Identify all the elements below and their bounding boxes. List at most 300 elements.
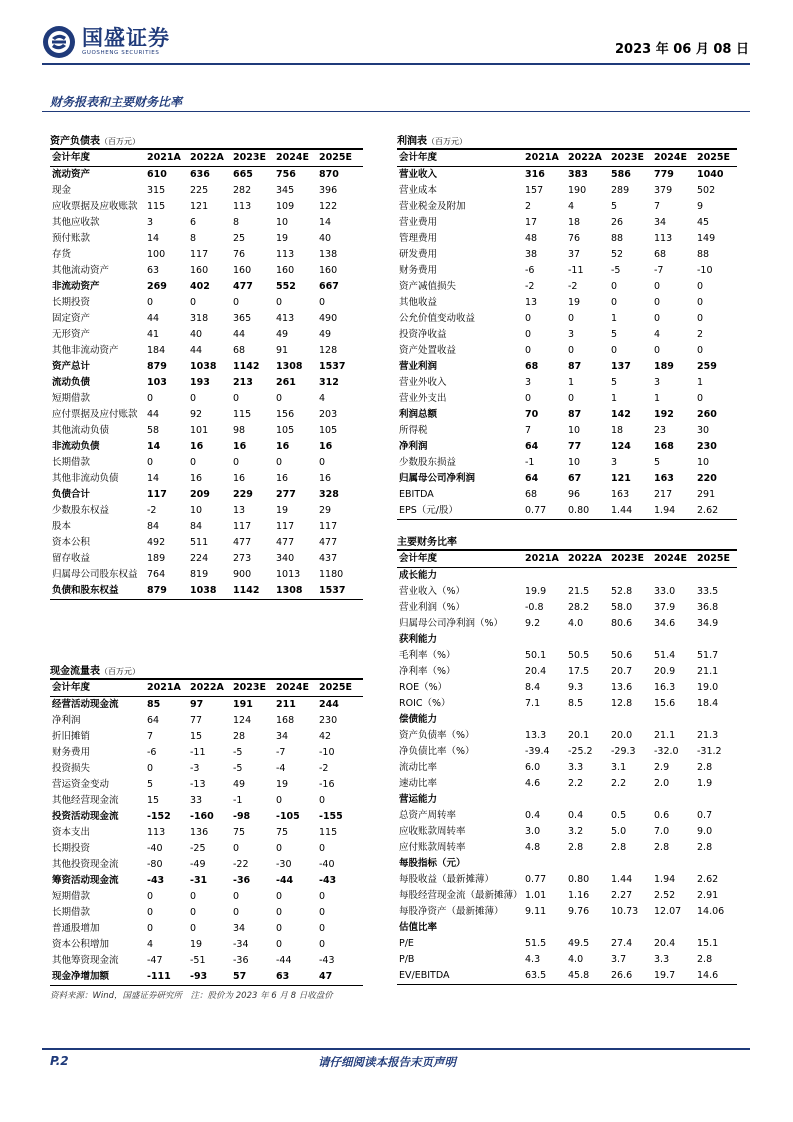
cell-value: 21.3 [697, 730, 719, 741]
cell-value: -49 [190, 859, 206, 870]
table-row [50, 215, 363, 231]
table-row [50, 567, 363, 583]
cell-value: 756 [276, 169, 296, 180]
cell-value: 16.3 [654, 682, 676, 693]
cell-value: 2.91 [697, 890, 719, 901]
row-label: 净利润 [399, 441, 428, 452]
cell-value: 117 [147, 489, 167, 500]
cell-value: 224 [190, 553, 209, 564]
cell-value: 345 [276, 185, 295, 196]
table-header-row [50, 149, 363, 167]
cell-value: 109 [276, 201, 295, 212]
table-row [397, 648, 737, 664]
column-header-year: 2024E [276, 149, 319, 167]
cell-value: 0 [697, 313, 704, 324]
cell-value: 2 [525, 201, 532, 212]
cell-value: 1537 [319, 361, 346, 372]
cell-value: -40 [319, 859, 335, 870]
cell-value: 269 [147, 281, 167, 292]
row-label: P/E [399, 938, 414, 949]
cell-value: 16 [233, 473, 246, 484]
cell-value: 87 [568, 361, 582, 372]
cell-value: 312 [319, 377, 339, 388]
cell-value [525, 792, 568, 808]
row-label: 资产减值损失 [399, 281, 457, 292]
cell-value: 28 [233, 731, 246, 742]
table-row [397, 840, 737, 856]
cell-value: 0 [525, 313, 532, 324]
income-statement-unit: （百万元） [427, 137, 467, 146]
cell-value: 379 [654, 185, 673, 196]
cell-value [697, 920, 737, 936]
row-label: 筹资活动现金流 [52, 875, 119, 886]
cell-value: -93 [190, 969, 233, 986]
table-row [50, 439, 363, 455]
cell-value: 184 [147, 345, 166, 356]
cell-value: 4.0 [568, 954, 584, 965]
cell-value: 4.0 [568, 618, 584, 629]
row-label: 偿债能力 [399, 714, 438, 725]
row-label: 资本公积增加 [52, 939, 110, 950]
cell-value: 2.62 [697, 874, 719, 885]
cell-value: 12.8 [611, 698, 633, 709]
cell-value [654, 920, 697, 936]
row-label: 流动负债 [52, 377, 91, 388]
cell-value: 9.0 [697, 826, 713, 837]
row-label: 获利能力 [399, 634, 438, 645]
row-label: 流动资产 [52, 169, 91, 180]
cell-value: 38 [525, 249, 538, 260]
cell-value: 0 [568, 345, 575, 356]
row-label: 其他流动负债 [52, 425, 110, 436]
cell-value: 124 [233, 715, 252, 726]
row-label: 固定资产 [52, 313, 91, 324]
cell-value: 70 [525, 409, 539, 420]
balance-sheet-title-text: 资产负债表 [50, 136, 100, 147]
cell-value: 137 [611, 361, 631, 372]
cell-value: -105 [276, 811, 300, 822]
row-label: 流动比率 [399, 762, 438, 773]
cell-value: -160 [190, 811, 214, 822]
cell-value: 15.6 [654, 698, 676, 709]
cell-value: 113 [276, 249, 295, 260]
cell-value: -44 [276, 955, 292, 966]
cell-value: 0 [525, 345, 532, 356]
cell-value: 63.5 [525, 968, 568, 985]
table-row [397, 824, 737, 840]
cell-value [611, 920, 654, 936]
cell-value: 0 [697, 393, 704, 404]
row-label: P/B [399, 954, 415, 965]
cell-value: 15 [190, 731, 203, 742]
cell-value: 225 [190, 185, 209, 196]
table-row [50, 167, 363, 184]
cell-value: 282 [233, 185, 252, 196]
cell-value: 289 [611, 185, 630, 196]
cell-value: 2.62 [697, 503, 737, 520]
row-label: EPS（元/股） [397, 503, 525, 520]
row-label: 营业收入（%） [399, 586, 466, 597]
table-row [397, 359, 737, 375]
cell-value: 64 [147, 715, 160, 726]
cell-value: 15 [147, 795, 160, 806]
cell-value: 84 [147, 521, 160, 532]
cell-value: 7 [525, 425, 532, 436]
cell-value: 0 [276, 393, 283, 404]
cell-value: 636 [190, 169, 210, 180]
cell-value: -22 [233, 859, 249, 870]
cell-value: 4.6 [525, 778, 541, 789]
cell-value: -2 [525, 281, 535, 292]
row-label: 净负债比率（%） [399, 746, 475, 757]
row-label: 少数股东损益 [399, 457, 457, 468]
cell-value: 0 [611, 297, 618, 308]
cell-value [697, 568, 737, 585]
cell-value: -6 [147, 747, 157, 758]
cell-value: 0 [276, 891, 283, 902]
cell-value: 33 [190, 795, 203, 806]
cell-value: 316 [525, 169, 545, 180]
cell-value: 10 [190, 505, 203, 516]
cell-value: 20.0 [611, 730, 633, 741]
cell-value: -0.8 [525, 602, 544, 613]
row-label: 估值比率 [399, 922, 438, 933]
row-label: 其他流动资产 [52, 265, 110, 276]
cell-value: 113 [147, 827, 166, 838]
cell-value: 45 [697, 217, 710, 228]
cell-value: 19.0 [697, 682, 719, 693]
cell-value [525, 856, 568, 872]
cell-value: 5 [654, 457, 661, 468]
row-label: 负债和股东权益 [50, 583, 147, 600]
cell-value: 20.4 [654, 938, 676, 949]
cell-value: -10 [319, 747, 335, 758]
cell-value: 41 [147, 329, 160, 340]
cell-value: 75 [276, 827, 289, 838]
column-header-year: 2022A [568, 149, 611, 167]
column-header-year: 2022A [190, 149, 233, 167]
cell-value: 291 [697, 489, 716, 500]
income-statement-title-text: 利润表 [397, 136, 427, 147]
table-row [50, 825, 363, 841]
column-header-label: 会计年度 [397, 550, 525, 568]
cell-value [611, 712, 654, 728]
cell-value: 0 [147, 457, 154, 468]
cell-value: 0 [319, 891, 326, 902]
table-row [397, 712, 737, 728]
table-row [50, 873, 363, 889]
row-label: 利润总额 [399, 409, 438, 420]
cell-value: 0 [233, 297, 240, 308]
cell-value: 19 [190, 939, 203, 950]
row-label: 毛利率（%） [399, 650, 456, 661]
cell-value: 190 [568, 185, 587, 196]
cell-value: -5 [611, 265, 621, 276]
cell-value: 2.0 [654, 778, 670, 789]
cell-value: 168 [276, 715, 295, 726]
cell-value: 220 [697, 473, 717, 484]
cell-value: 189 [147, 553, 166, 564]
cell-value: 75 [233, 827, 246, 838]
guosheng-logo-icon [42, 25, 76, 59]
cell-value: 138 [319, 249, 338, 260]
cell-value: 0 [147, 763, 154, 774]
cell-value: 0 [233, 393, 240, 404]
table-row [50, 343, 363, 359]
cell-value: 96 [568, 489, 581, 500]
cell-value: 6 [190, 217, 197, 228]
cell-value: 100 [147, 249, 166, 260]
table-row [50, 809, 363, 825]
cell-value: 80.6 [611, 618, 633, 629]
cell-value: 0 [147, 891, 154, 902]
cell-value: 49 [233, 779, 246, 790]
row-label: 其他非流动资产 [52, 345, 119, 356]
cell-value: 511 [190, 537, 209, 548]
table-row [50, 407, 363, 423]
cell-value: 189 [654, 361, 674, 372]
cell-value: 10.73 [611, 906, 639, 917]
cell-value [654, 568, 697, 585]
row-label: 应付账款周转率 [399, 842, 466, 853]
cell-value: 490 [319, 313, 338, 324]
cell-value: 0 [190, 907, 197, 918]
row-label: 无形资产 [52, 329, 91, 340]
cell-value: 779 [654, 169, 674, 180]
cell-value: 50.6 [611, 650, 633, 661]
cell-value: 12.07 [654, 906, 682, 917]
table-row [397, 872, 737, 888]
cell-value: -2 [147, 505, 157, 516]
table-row [50, 745, 363, 761]
table-row [397, 616, 737, 632]
table-row [397, 888, 737, 904]
cell-value: 1.01 [525, 890, 547, 901]
cell-value: 49.5 [568, 938, 590, 949]
row-label: 每股净资产（最新摊薄） [399, 906, 504, 917]
cell-value: 19.7 [654, 968, 697, 985]
column-header-year: 2021A [525, 149, 568, 167]
cell-value: 2.2 [568, 778, 584, 789]
row-label: ROIC（%） [399, 698, 451, 709]
cell-value: 1038 [190, 361, 217, 372]
cell-value: 40 [190, 329, 203, 340]
cell-value: 9.76 [568, 906, 590, 917]
row-label: 长期投资 [52, 843, 91, 854]
cell-value: 9.11 [525, 906, 547, 917]
cell-value: -13 [190, 779, 206, 790]
cell-value: 52 [611, 249, 624, 260]
table-row [50, 761, 363, 777]
cell-value: -155 [319, 811, 343, 822]
table-row [50, 231, 363, 247]
table-row [397, 327, 737, 343]
cell-value: 477 [276, 537, 295, 548]
table-row [50, 311, 363, 327]
cell-value: 2 [697, 329, 704, 340]
cell-value: 1.94 [654, 874, 676, 885]
table-row [397, 968, 737, 985]
brand-name-cn: 国盛证券 [82, 26, 170, 50]
row-label: 净利率（%） [399, 666, 456, 677]
column-header-year: 2025E [697, 550, 737, 568]
cell-value: 2.8 [697, 954, 713, 965]
cell-value [568, 632, 611, 648]
cell-value: 45.8 [568, 968, 611, 985]
table-row [397, 375, 737, 391]
cell-value: 3.3 [568, 762, 584, 773]
table-row [397, 680, 737, 696]
table-row [397, 503, 737, 520]
cell-value: -34 [233, 939, 249, 950]
table-row [397, 920, 737, 936]
cell-value: 0 [697, 297, 704, 308]
cell-value: -2 [319, 763, 329, 774]
cell-value: 101 [190, 425, 209, 436]
header-rule [42, 63, 750, 65]
table-row [397, 263, 737, 279]
cell-value [525, 920, 568, 936]
cell-value [697, 632, 737, 648]
table-row [50, 263, 363, 279]
row-label: 负债合计 [52, 489, 91, 500]
row-label: 营业外支出 [399, 393, 447, 404]
cell-value: 5.0 [611, 826, 627, 837]
cell-value: 25 [233, 233, 246, 244]
cell-value [654, 856, 697, 872]
cell-value: 0.80 [568, 503, 611, 520]
cell-value [611, 856, 654, 872]
cell-value: 117 [233, 521, 252, 532]
ratios-title-text: 主要财务比率 [397, 537, 457, 548]
cell-value: 7.1 [525, 698, 541, 709]
cell-value: 610 [147, 169, 167, 180]
cell-value [525, 632, 568, 648]
cell-value: 0.80 [568, 874, 590, 885]
row-label: 营运资金变动 [52, 779, 110, 790]
cell-value: 115 [233, 409, 252, 420]
cell-value: 13.6 [611, 682, 633, 693]
table-row [50, 423, 363, 439]
cell-value: 0 [147, 923, 154, 934]
cell-value: 3 [147, 217, 154, 228]
cash-flow-title-text: 现金流量表 [50, 666, 100, 677]
cell-value: -36 [233, 875, 251, 886]
cell-value: 0 [233, 907, 240, 918]
cell-value: 26.6 [611, 968, 654, 985]
cell-value: 492 [147, 537, 166, 548]
cell-value: 477 [233, 537, 252, 548]
cell-value [611, 632, 654, 648]
row-label: EV/EBITDA [397, 968, 525, 985]
table-row [50, 519, 363, 535]
cell-value: -2 [568, 281, 578, 292]
table-row [50, 889, 363, 905]
cell-value: 19.9 [525, 586, 547, 597]
cell-value: 50.5 [568, 650, 590, 661]
cell-value: 113 [233, 201, 252, 212]
cell-value: 115 [147, 201, 166, 212]
cell-value: 64 [525, 473, 539, 484]
row-label: 应收票据及应收账款 [52, 201, 138, 212]
cell-value [568, 792, 611, 808]
table-row [397, 279, 737, 295]
row-label: 短期借款 [52, 393, 91, 404]
column-header-year: 2022A [190, 679, 233, 697]
cell-value: 156 [276, 409, 295, 420]
cell-value: 20.9 [654, 666, 676, 677]
column-header-year: 2023E [611, 550, 654, 568]
row-label: 营业利润 [399, 361, 438, 372]
cell-value: 157 [525, 185, 544, 196]
column-header-year: 2025E [319, 679, 363, 697]
cell-value: 244 [319, 699, 339, 710]
cell-value: -25.2 [568, 746, 593, 757]
row-label: 资本支出 [52, 827, 91, 838]
table-row [50, 713, 363, 729]
cell-value: 13.3 [525, 730, 547, 741]
cash-flow-unit: （百万元） [100, 667, 140, 676]
cell-value: 17.5 [568, 666, 590, 677]
cell-value: 1142 [233, 361, 260, 372]
row-label: 营业费用 [399, 217, 438, 228]
row-label: 折旧摊销 [52, 731, 91, 742]
cell-value: 2.9 [654, 762, 670, 773]
table-row [50, 729, 363, 745]
column-header-year: 2024E [654, 149, 697, 167]
table-row [397, 423, 737, 439]
row-label: 资产处置收益 [399, 345, 457, 356]
report-date: 2023 年 06 月 08 日 [615, 42, 749, 57]
cell-value: 85 [147, 699, 161, 710]
row-label: 其他收益 [399, 297, 438, 308]
cell-value: 819 [190, 569, 209, 580]
cell-value: 259 [697, 361, 717, 372]
column-header-label: 会计年度 [397, 149, 525, 167]
cell-value: 0 [190, 393, 197, 404]
cell-value: 191 [233, 699, 253, 710]
row-label: 普通股增加 [52, 923, 100, 934]
table-header-row [50, 679, 363, 697]
cell-value: 0 [276, 923, 283, 934]
cell-value: 340 [276, 553, 295, 564]
table-row [50, 487, 363, 503]
cell-value: 0 [319, 297, 326, 308]
cell-value: 44 [233, 329, 246, 340]
cell-value: 21.1 [697, 666, 719, 677]
cell-value: -80 [147, 859, 163, 870]
cell-value: 213 [233, 377, 253, 388]
cell-value [654, 712, 697, 728]
cell-value: 14.06 [697, 906, 725, 917]
table-row [50, 199, 363, 215]
cell-value: 2.52 [654, 890, 676, 901]
cell-value: 260 [697, 409, 717, 420]
cell-value: 0 [319, 795, 326, 806]
cell-value: 4.8 [525, 842, 541, 853]
cell-value: 0 [319, 457, 326, 468]
cell-value: 117 [319, 521, 338, 532]
cell-value: -30 [276, 859, 292, 870]
cell-value [568, 920, 611, 936]
cell-value: 0 [697, 281, 704, 292]
cell-value: 1180 [319, 569, 344, 580]
table-header-row [397, 550, 737, 568]
cell-value: 900 [233, 569, 252, 580]
cell-value: 477 [319, 537, 338, 548]
cell-value: 2.2 [611, 778, 627, 789]
column-header-label: 会计年度 [50, 149, 147, 167]
